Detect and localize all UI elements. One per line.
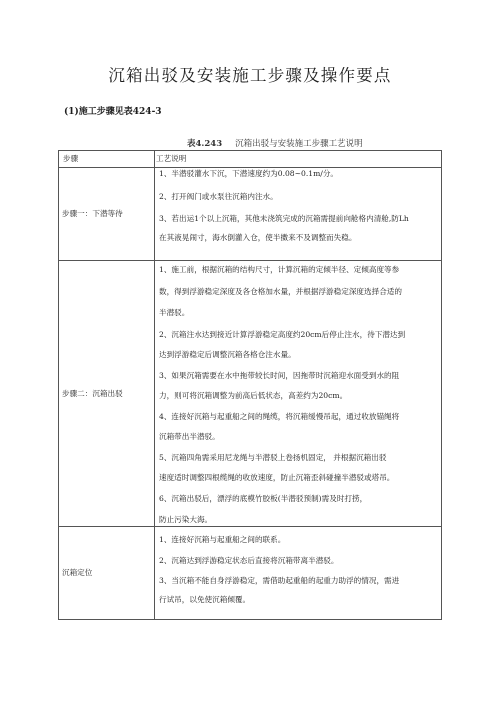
description-line: 3、若出运1个以上沉箱，其他未浇筑完成的沉箱需提前向舱格内清舱,防Lh bbox=[159, 214, 409, 223]
description-line: 5、沉箱四角需采用尼龙绳与半潜驳上卷扬机固定， 并根据沉箱出驳 bbox=[159, 452, 387, 462]
description-line: 半潜驳。 bbox=[159, 308, 190, 317]
table-number: 表4.243 bbox=[187, 139, 223, 149]
section-subheading: (1)施工步骤见表424-3 bbox=[64, 107, 162, 117]
step-description bbox=[155, 527, 442, 620]
header-step: 步骤 bbox=[59, 151, 155, 168]
table-header-row bbox=[59, 151, 442, 168]
step-description bbox=[155, 261, 442, 527]
header-description: 工艺说明 bbox=[155, 151, 442, 168]
description-line: 2、沉箱达到浮游稳定状态后直接将沉箱带离半潜驳。 bbox=[159, 555, 339, 565]
table-row bbox=[59, 527, 442, 620]
process-table bbox=[58, 150, 442, 620]
step-label: 步骤二：沉箱出驳 bbox=[59, 261, 155, 527]
description-line: 在其液晃闹寸，海水倒灌入仓，使半擞来不及调整而失稳。 bbox=[159, 232, 357, 242]
description-line: 力，则可将沉箱调整为前高后低状态，高差约为20cm。 bbox=[159, 391, 348, 400]
description-line: 2、打开阀门或水泵往沉箱内注水。 bbox=[159, 191, 278, 201]
description-line: 2、沉箱注水达到接近计算浮游稳定高度约20cm后停止注水，待下潜达到 bbox=[159, 329, 406, 339]
description-line: 行试吊，以免使沉箱倾覆。 bbox=[159, 594, 251, 604]
table-caption-text: 沉箱出驳与安装施工步骤工艺说明 bbox=[235, 139, 363, 149]
description-line: 6、沉箱出驳后，漂浮的底模竹胶板(半潜驳预制)需及时打捞， bbox=[159, 493, 368, 503]
table-row bbox=[59, 168, 442, 261]
description-line: 1、施工前，根据沉箱的结构尺寸，计算沉箱的定倾半径、定倾高度等参 bbox=[159, 265, 400, 274]
description-line: 速度适时调整四根缆绳的收放速度，防止沉箱歪斜碰撞半潜驳或塔吊。 bbox=[159, 473, 395, 482]
description-line: 达到浮游稳定后调整沉箱各格仓注水量。 bbox=[159, 350, 296, 359]
description-line: 3、如果沉箱需要在水中拖带较长时间，因拖带时沉箱迎水面受到水的阻 bbox=[159, 370, 400, 380]
description-line: 数，得到浮游稳定深度及各仓格加水量，并根据浮游稳定深度选择合适的 bbox=[159, 286, 402, 296]
table-row bbox=[59, 261, 442, 527]
table-caption bbox=[187, 137, 363, 149]
description-line: 1、半潜驳灌水下沉，下潜速度约为0.08~0.1m/分。 bbox=[159, 169, 339, 178]
step-label: 步骤一：下潜等待 bbox=[59, 168, 155, 261]
description-line: 4、连接好沉箱与起重船之间的绳缆，将沉箱缓慢吊起，通过收放锚绳将 bbox=[159, 411, 400, 421]
document-title: 沉箱出驳及安装施工步骤及操作要点 bbox=[108, 66, 392, 85]
description-line: 1、连接好沉箱与起重船之间的联系。 bbox=[159, 535, 286, 544]
step-description bbox=[155, 168, 442, 261]
description-line: 防止污染大海。 bbox=[159, 515, 213, 524]
step-label: 沉箱定位 bbox=[59, 527, 155, 620]
description-line: 沉箱带出半潜驳。 bbox=[159, 432, 220, 441]
description-line: 3、当沉箱不能自身浮游稳定，需借助起重船的起重力助浮的情况，需进 bbox=[159, 576, 400, 585]
